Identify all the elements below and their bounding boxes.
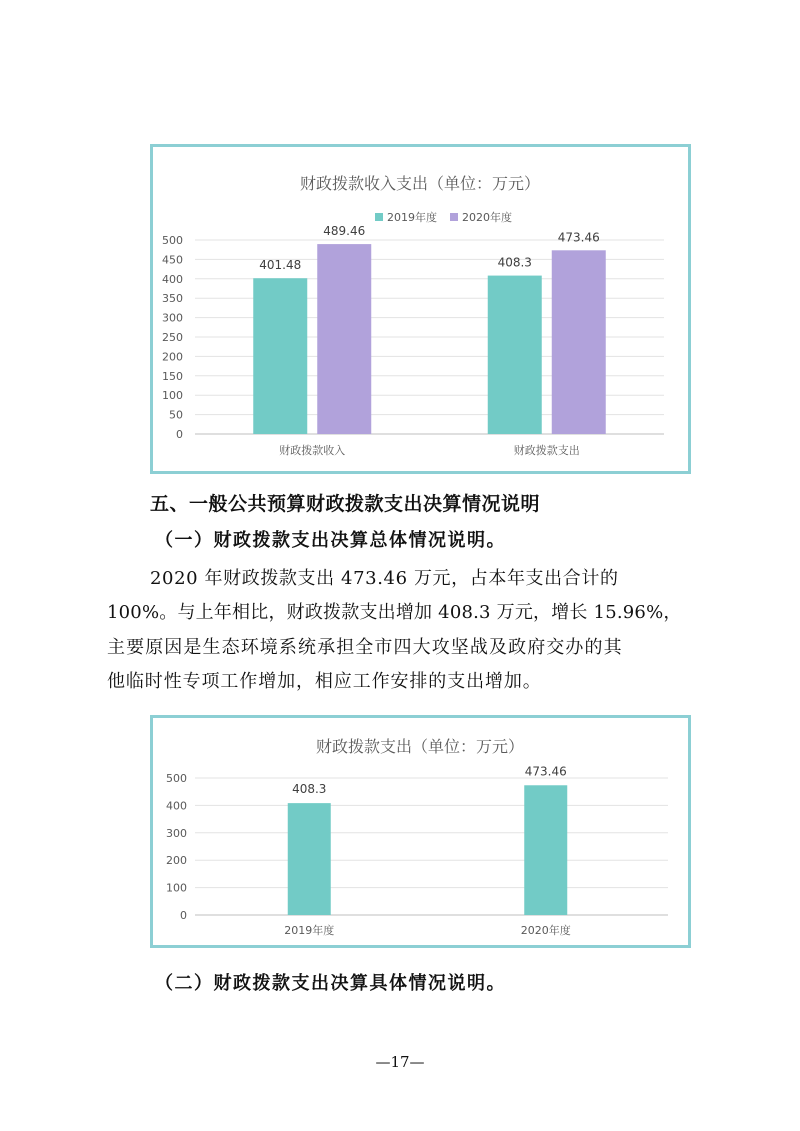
y-tick-label: 50 bbox=[169, 408, 183, 422]
subsection-heading-1: （一）财政拨款支出决算总体情况说明。 bbox=[155, 530, 506, 551]
chart-title: 财政拨款支出（单位：万元） bbox=[315, 737, 525, 756]
paragraph-line-3: 主要原因是生态环境系统承担全市四大攻坚战及政府交办的其 bbox=[107, 637, 623, 658]
paragraph-line-4: 他临时性专项工作增加，相应工作安排的支出增加。 bbox=[107, 671, 542, 692]
legend-swatch-1 bbox=[450, 213, 458, 221]
y-tick-label: 450 bbox=[162, 253, 183, 267]
x-tick-label: 财政拨款支出 bbox=[513, 444, 580, 457]
y-tick-label: 400 bbox=[162, 272, 183, 286]
bar bbox=[552, 250, 606, 434]
data-label: 408.3 bbox=[497, 255, 532, 270]
bar bbox=[524, 785, 567, 915]
y-tick-label: 400 bbox=[166, 799, 187, 813]
y-tick-label: 250 bbox=[162, 331, 183, 344]
data-label: 401.48 bbox=[259, 258, 302, 273]
legend-label-1: 2020年度 bbox=[462, 211, 512, 224]
chart-title: 财政拨款收入支出（单位：万元） bbox=[299, 174, 541, 193]
y-tick-label: 150 bbox=[162, 369, 183, 383]
x-tick-label: 2019年度 bbox=[284, 924, 335, 937]
paragraph-line-2: 100%。与上年相比，财政拨款支出增加 408.3 万元，增长 15.96%， bbox=[107, 602, 682, 623]
bar bbox=[288, 803, 331, 915]
data-label: 408.3 bbox=[292, 782, 327, 797]
y-tick-label: 0 bbox=[176, 428, 183, 441]
bar bbox=[488, 276, 542, 434]
chart-revenue-expenditure-svg bbox=[153, 147, 688, 471]
y-tick-label: 500 bbox=[162, 234, 183, 247]
bar bbox=[253, 278, 307, 434]
legend-swatch-0 bbox=[375, 213, 383, 221]
subsection-heading-2: （二）财政拨款支出决算具体情况说明。 bbox=[155, 973, 506, 994]
bar bbox=[317, 244, 371, 434]
paragraph-line-1: 2020 年财政拨款支出 473.46 万元，占本年支出合计的 bbox=[150, 568, 619, 589]
x-tick-label: 财政拨款收入 bbox=[279, 444, 346, 457]
y-tick-label: 300 bbox=[162, 311, 183, 325]
y-tick-label: 350 bbox=[162, 292, 183, 306]
chart-expenditure bbox=[150, 715, 691, 948]
y-tick-label: 0 bbox=[180, 909, 187, 922]
data-label: 489.46 bbox=[323, 224, 366, 239]
y-tick-label: 200 bbox=[162, 350, 183, 364]
chart-expenditure-svg bbox=[153, 718, 688, 945]
legend-label-0: 2019年度 bbox=[387, 211, 437, 224]
chart-revenue-expenditure bbox=[150, 144, 691, 474]
data-label: 473.46 bbox=[524, 764, 567, 779]
data-label: 473.46 bbox=[557, 230, 600, 245]
y-tick-label: 100 bbox=[162, 389, 183, 403]
y-tick-label: 200 bbox=[166, 854, 187, 868]
y-tick-label: 500 bbox=[166, 772, 187, 785]
section-heading: 五、一般公共预算财政拨款支出决算情况说明 bbox=[150, 493, 541, 515]
y-tick-label: 100 bbox=[166, 881, 187, 895]
x-tick-label: 2020年度 bbox=[520, 924, 571, 937]
y-tick-label: 300 bbox=[166, 826, 187, 840]
page-number: —17— bbox=[375, 1053, 425, 1071]
